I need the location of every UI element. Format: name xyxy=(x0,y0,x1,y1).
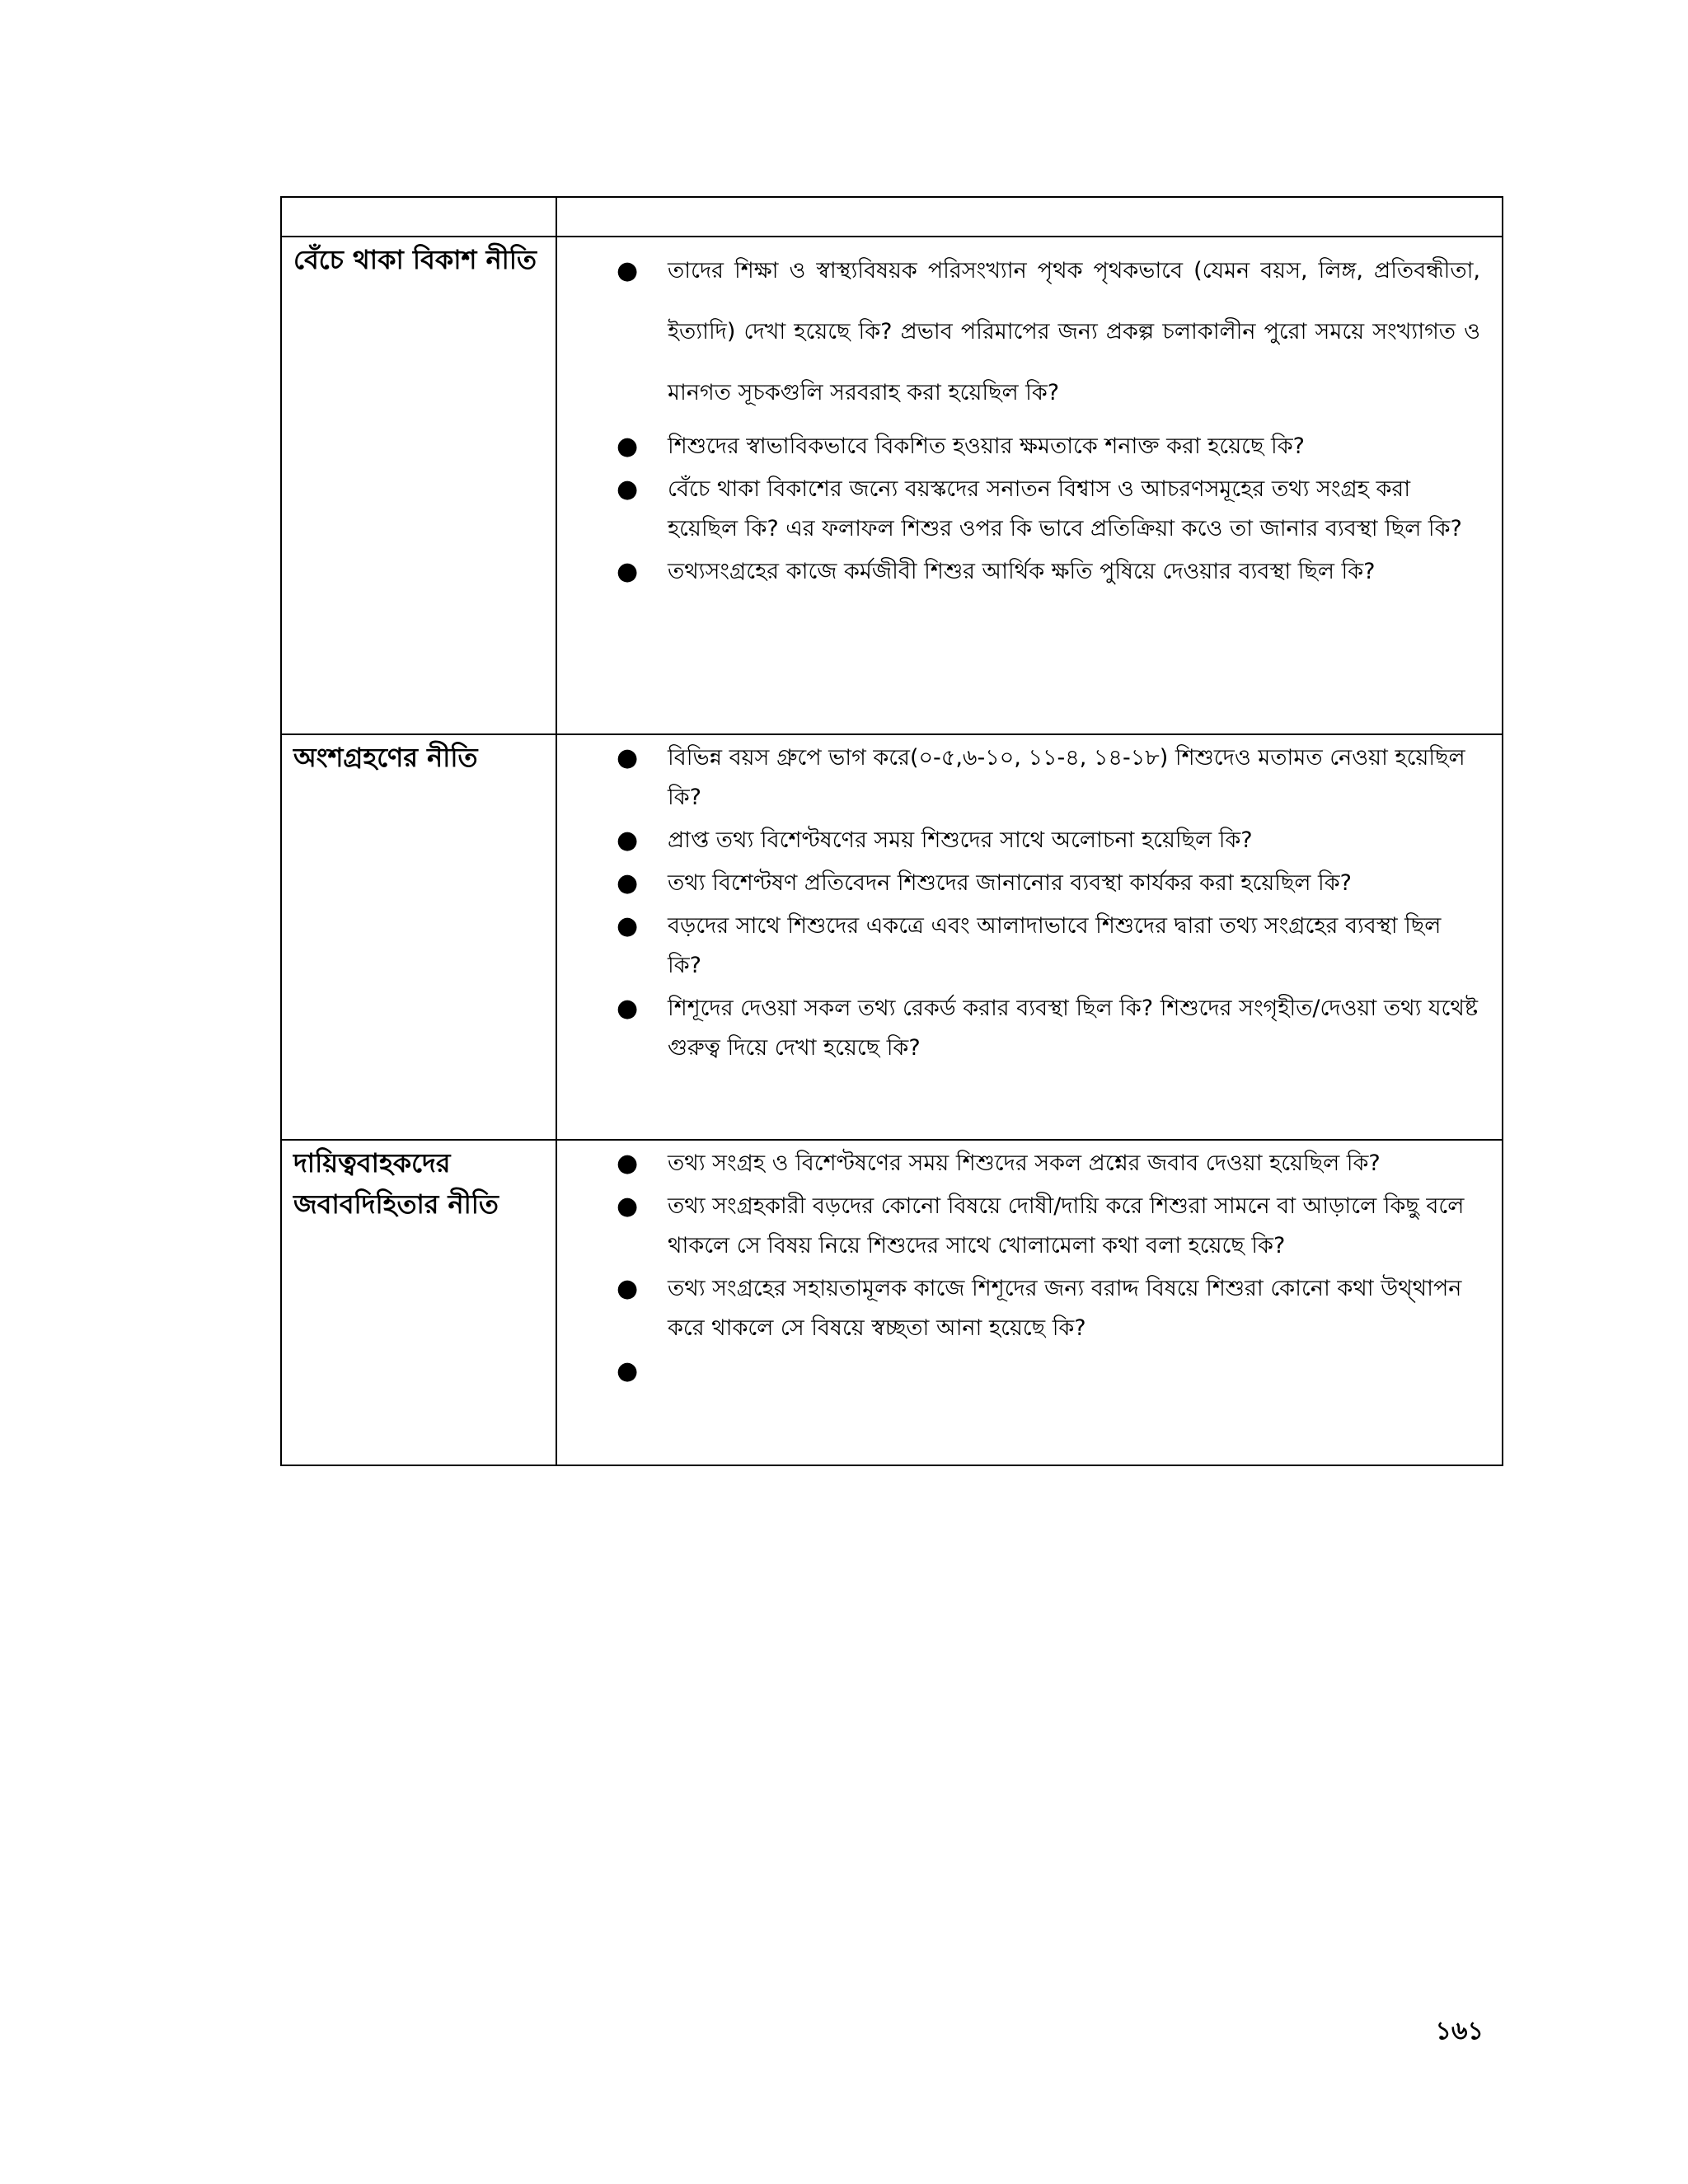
table-row xyxy=(281,237,1503,734)
principle-title: দায়িত্ববাহকদের জবাবদিহিতার নীতি xyxy=(293,1147,499,1220)
question-text: প্রাপ্ত তথ্য বিশেণ্টষণের সময় শিশুদের সাথে অলোচনা হয়েছিল কি? xyxy=(668,827,1253,853)
header-cell-left xyxy=(281,197,556,237)
bullet-icon: ● xyxy=(617,557,639,586)
question-text: শিশুদের স্বাভাবিকভাবে বিকশিত হওয়ার ক্ষমতাকে শনাক্ত করা হয়েছে কি? xyxy=(668,434,1305,459)
question-text xyxy=(668,1358,675,1384)
principle-cell xyxy=(281,1140,556,1465)
list-item xyxy=(557,989,1480,1068)
bullet-icon: ● xyxy=(617,475,639,504)
question-list xyxy=(557,237,1502,592)
table-row xyxy=(281,1140,1503,1465)
question-text: শিশূদের দেওয়া সকল তথ্য রেকর্ড করার ব্যবস্থা ছিল কি? শিশুদের সংগৃহীত/দেওয়া তথ্য যথেষ্ট গুরুত্ব দিয়ে দেখা হয়েছে কি? xyxy=(668,996,1479,1061)
list-item xyxy=(557,427,1480,466)
list-item xyxy=(557,821,1480,860)
bullet-icon: ● xyxy=(617,869,639,898)
principle-title: বেঁচে থাকা বিকাশ নীতি xyxy=(293,244,537,275)
question-text: বিভিন্ন বয়স গ্রুপে ভাগ করে(০-৫,৬-১০, ১১-৪, ১৪-১৮) শিশুদেও মতামত নেওয়া হয়েছিল কি? xyxy=(668,745,1465,810)
bullet-icon: ● xyxy=(617,826,639,855)
page-number: ১৬১ xyxy=(1435,2017,1484,2046)
principle-title: অংশগ্রহণের নীতি xyxy=(293,742,478,773)
question-text: তথ্য বিশেণ্টষণ প্রতিবেদন শিশুদের জানানোর ব্যবস্থা কার্যকর করা হয়েছিল কি? xyxy=(668,870,1352,896)
question-text: তাদের শিক্ষা ও স্বাস্থ্যবিষয়ক পরিসংখ্যান পৃথক পৃথকভাবে (যেমন বয়স, লিঙ্গ, প্রতিবন্ধীতা, ইত্যাদি) দেখা হয়েছে কি? প্রভাব পরিমাপের জন্য প্রকল্প চলাকালীন পুরো সময়ে সংখ্যাগত ও মানগত সূচকগুলি সরবরাহ করা হয়েছিল কি? xyxy=(668,258,1480,405)
list-item xyxy=(557,1352,1480,1391)
question-text: তথ্য সংগ্রহের সহায়তামূলক কাজে শিশূদের জন্য বরাদ্দ বিষয়ে শিশুরা কোনো কথা উথ্থাপন করে থাকলে সে বিষয়ে স্বচ্ছতা আনা হয়েছে কি? xyxy=(668,1276,1462,1341)
bullet-icon: ● xyxy=(617,1192,639,1221)
table-header-row xyxy=(281,197,1503,237)
list-item xyxy=(557,738,1480,818)
question-list xyxy=(557,735,1502,1068)
header-cell-right xyxy=(556,197,1503,237)
bullet-icon: ● xyxy=(617,743,639,772)
bullet-icon: ● xyxy=(617,256,639,285)
questions-cell xyxy=(556,1140,1503,1465)
bullet-icon: ● xyxy=(617,1149,639,1178)
bullet-icon: ● xyxy=(617,994,639,1023)
principle-cell xyxy=(281,237,556,734)
principles-table xyxy=(280,196,1503,1466)
question-text: বেঁচে থাকা বিকাশের জন্যে বয়স্কদের সনাতন বিশ্বাস ও আচরণসমূহের তথ্য সংগ্রহ করা হয়েছিল কি? এর ফলাফল শিশুর ওপর কি ভাবে প্রতিক্রিয়া কওে তা জানার ব্যবস্থা ছিল কি? xyxy=(668,476,1462,541)
bullet-icon: ● xyxy=(617,1274,639,1303)
questions-cell xyxy=(556,237,1503,734)
list-item xyxy=(557,1144,1480,1183)
question-text: বড়দের সাথে শিশুদের একত্রে এবং আলাদাভাবে শিশুদের দ্বারা তথ্য সংগ্রহের ব্যবস্থা ছিল কি? xyxy=(668,913,1442,978)
list-item xyxy=(557,1269,1480,1348)
list-item xyxy=(557,470,1480,549)
question-text: তথ্য সংগ্রহ ও বিশেণ্টষণের সময় শিশুদের সকল প্রশ্নের জবাব দেওয়া হয়েছিল কি? xyxy=(668,1151,1381,1176)
list-item xyxy=(557,552,1480,592)
list-item xyxy=(557,241,1480,424)
list-item xyxy=(557,1187,1480,1266)
question-list xyxy=(557,1141,1502,1391)
list-item xyxy=(557,864,1480,903)
list-item xyxy=(557,907,1480,986)
table-row xyxy=(281,734,1503,1140)
bullet-icon: ● xyxy=(617,1357,639,1385)
question-text: তথ্য সংগ্রহকারী বড়দের কোনো বিষয়ে দোষী/দায়ি করে শিশুরা সামনে বা আড়ালে কিছু বলে থাকলে সে বিষয় নিয়ে শিশুদের সাথে খোলামেলা কথা বলা হয়েছে কি? xyxy=(668,1193,1465,1258)
question-text: তথ্যসংগ্রহের কাজে কর্মজীবী শিশুর আর্থিক ক্ষতি পুষিয়ে দেওয়ার ব্যবস্থা ছিল কি? xyxy=(668,559,1376,584)
principle-cell xyxy=(281,734,556,1140)
questions-cell xyxy=(556,734,1503,1140)
bullet-icon: ● xyxy=(617,432,639,461)
bullet-icon: ● xyxy=(617,912,639,940)
